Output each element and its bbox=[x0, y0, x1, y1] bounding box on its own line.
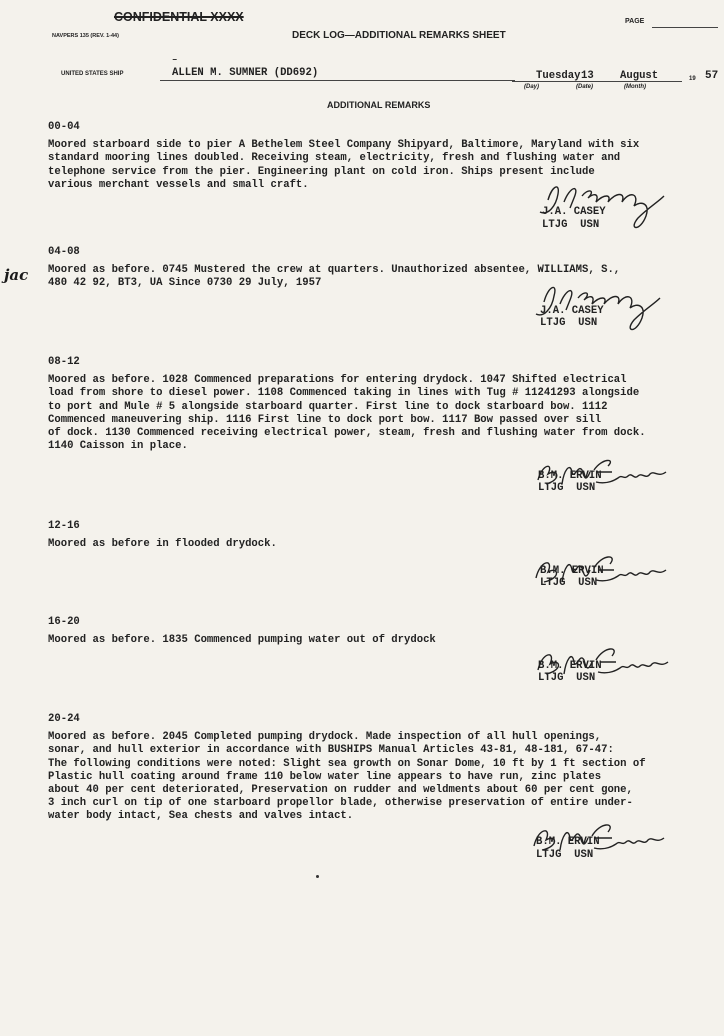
stray-mark bbox=[316, 875, 319, 878]
log-year: 57 bbox=[705, 70, 719, 82]
entry-text: Moored as before. 1835 Commenced pumping water out of drydock bbox=[48, 634, 436, 647]
form-id: NAVPERS 135 (REV. 1-44) bbox=[52, 33, 119, 39]
watch-label: 20-24 bbox=[48, 713, 80, 725]
log-entry bbox=[48, 356, 708, 453]
watch-label: 12-16 bbox=[48, 520, 80, 532]
ship-label: UNITED STATES SHIP bbox=[61, 71, 124, 77]
signer-rank: LTJG USN bbox=[542, 219, 600, 231]
date-line bbox=[512, 81, 682, 82]
log-month: August bbox=[620, 70, 659, 82]
margin-initials: jac bbox=[4, 266, 29, 284]
signer-rank: LTJG USN bbox=[540, 317, 598, 329]
signer-name: J.A. CASEY bbox=[540, 305, 604, 317]
page-label: PAGE bbox=[625, 18, 645, 25]
classification-stamp: CONFIDENTIAL XXXX bbox=[114, 10, 244, 24]
ship-name-line bbox=[160, 80, 515, 81]
signer-name: B.M. ERVIN bbox=[536, 836, 600, 848]
date-caption: (Date) bbox=[576, 84, 594, 90]
watch-label: 16-20 bbox=[48, 616, 80, 628]
year-prefix: 19 bbox=[689, 76, 696, 82]
signer-rank: LTJG USN bbox=[540, 577, 598, 589]
entry-text: Moored as before. 2045 Completed pumping drydock. Made inspection of all hull openings, sonar, and hull exterior in accordance with BUSHIPS Manual Articles 43-81, 48-181, 67-47: The following conditions were noted: Slight sea growth on Sonar Dome, 10 ft by 1 ft section of Plastic hull coating around frame 110 below water line appears to have run, zinc plates about 40 per cent deteriorated, Preservation on rudder and weldments about 60 per cent gone, 3 inch curl on tip of one starboard propellor blade, otherwise preservation of entire under- water body intact, Sea chests and valves intact. bbox=[48, 731, 646, 823]
form-title: DECK LOG—ADDITIONAL REMARKS SHEET bbox=[292, 30, 506, 41]
entry-text: Moored starboard side to pier A Bethelem Steel Company Shipyard, Baltimore, Maryland with six standard mooring lines doubled. Receiving steam, electricity, fresh and flushing water and telephone service from the pier. Engineering plant on cold iron. Ships present include various merchant vessels and small craft. bbox=[48, 139, 640, 191]
entry-text: Moored as before in flooded drydock. bbox=[48, 538, 277, 551]
entry-text: Moored as before. 0745 Mustered the crew at quarters. Unauthorized absentee, WILLIAMS, S., 480 42 92, BT3, UA Since 0730 29 July, 1957 bbox=[48, 264, 621, 290]
watch-label: 04-08 bbox=[48, 246, 80, 258]
signer-name: B.M. ERVIN bbox=[540, 565, 604, 577]
ship-name: ALLEN M. SUMNER (DD692) bbox=[172, 67, 319, 79]
signer-name: J.A. CASEY bbox=[542, 206, 606, 218]
header-dash: – bbox=[172, 55, 178, 65]
log-date: 13 bbox=[581, 70, 594, 82]
month-caption: (Month) bbox=[624, 84, 646, 90]
signer-rank: LTJG USN bbox=[538, 672, 596, 684]
log-day: Tuesday bbox=[536, 70, 581, 82]
watch-label: 00-04 bbox=[48, 121, 80, 133]
signer-rank: LTJG USN bbox=[536, 849, 594, 861]
watch-label: 08-12 bbox=[48, 356, 80, 368]
entry-text: Moored as before. 1028 Commenced preparations for entering drydock. 1047 Shifted electrical load from shore to diesel power. 1108 Commenced taking in lines with Tug # 11241293 alongside to port and Mule # 5 alongside starboard quarter. First line to dock starboard bow. 1112 Commenced maneuvering ship. 1116 First line to dock port bow. 1117 Bow passed over sill of dock. 1130 Commenced receiving electrical power, steam, fresh and flushing water from dock. 1140 Caisson in place. bbox=[48, 374, 646, 453]
signer-name: B.M. ERVIN bbox=[538, 470, 602, 482]
page-number-line bbox=[652, 27, 718, 28]
signer-name: B.M. ERVIN bbox=[538, 660, 602, 672]
signer-rank: LTJG USN bbox=[538, 482, 596, 494]
remarks-title: ADDITIONAL REMARKS bbox=[327, 100, 431, 110]
day-caption: (Day) bbox=[524, 84, 540, 90]
